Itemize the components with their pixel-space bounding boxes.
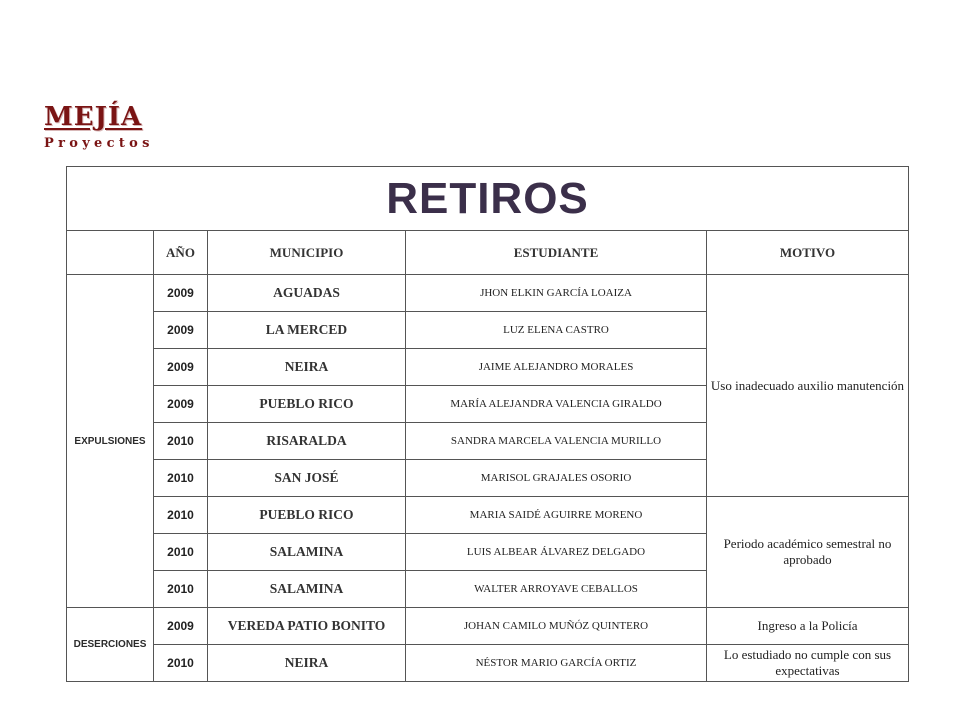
municipality-cell: NEIRA	[208, 349, 406, 386]
table-row	[67, 608, 909, 645]
category-expulsions: EXPULSIONES	[67, 275, 154, 608]
logo-title: MEJÍA	[44, 102, 143, 132]
municipality-cell: VEREDA PATIO BONITO	[208, 608, 406, 645]
reason-cell: Periodo académico semestral no aprobado	[707, 497, 909, 608]
logo-subtitle: Proyectos	[44, 136, 154, 151]
year-cell: 2010	[154, 534, 208, 571]
municipality-cell: LA MERCED	[208, 312, 406, 349]
table-title: RETIROS	[67, 167, 909, 231]
category-desertions: DESERCIONES	[67, 608, 154, 682]
year-cell: 2009	[154, 312, 208, 349]
municipality-cell: PUEBLO RICO	[208, 497, 406, 534]
table-row	[67, 275, 909, 312]
mejia-logo	[44, 102, 164, 152]
student-cell: JAIME ALEJANDRO MORALES	[406, 349, 707, 386]
student-cell: NÉSTOR MARIO GARCÍA ORTIZ	[406, 645, 707, 682]
municipality-cell: PUEBLO RICO	[208, 386, 406, 423]
retiros-table	[66, 166, 909, 682]
student-cell: MARISOL GRAJALES OSORIO	[406, 460, 707, 497]
header-row	[67, 231, 909, 275]
table-row	[67, 645, 909, 682]
header-student: ESTUDIANTE	[406, 231, 707, 275]
reason-cell: Uso inadecuado auxilio manutención	[707, 275, 909, 497]
student-cell: LUIS ALBEAR ÁLVAREZ DELGADO	[406, 534, 707, 571]
student-cell: SANDRA MARCELA VALENCIA MURILLO	[406, 423, 707, 460]
student-cell: JOHAN CAMILO MUÑÓZ QUINTERO	[406, 608, 707, 645]
year-cell: 2009	[154, 349, 208, 386]
student-cell: JHON ELKIN GARCÍA LOAIZA	[406, 275, 707, 312]
municipality-cell: AGUADAS	[208, 275, 406, 312]
reason-cell: Lo estudiado no cumple con sus expectativas	[707, 645, 909, 682]
year-cell: 2009	[154, 386, 208, 423]
year-cell: 2009	[154, 608, 208, 645]
table-row	[67, 497, 909, 534]
student-cell: MARÍA ALEJANDRA VALENCIA GIRALDO	[406, 386, 707, 423]
year-cell: 2010	[154, 497, 208, 534]
municipality-cell: SALAMINA	[208, 534, 406, 571]
municipality-cell: SALAMINA	[208, 571, 406, 608]
header-year: AÑO	[154, 231, 208, 275]
year-cell: 2010	[154, 571, 208, 608]
municipality-cell: SAN JOSÉ	[208, 460, 406, 497]
student-cell: MARIA SAIDÉ AGUIRRE MORENO	[406, 497, 707, 534]
student-cell: WALTER ARROYAVE CEBALLOS	[406, 571, 707, 608]
year-cell: 2009	[154, 275, 208, 312]
municipality-cell: RISARALDA	[208, 423, 406, 460]
student-cell: LUZ ELENA CASTRO	[406, 312, 707, 349]
municipality-cell: NEIRA	[208, 645, 406, 682]
year-cell: 2010	[154, 460, 208, 497]
header-empty	[67, 231, 154, 275]
year-cell: 2010	[154, 645, 208, 682]
header-municipality: MUNICIPIO	[208, 231, 406, 275]
reason-cell: Ingreso a la Policía	[707, 608, 909, 645]
header-reason: MOTIVO	[707, 231, 909, 275]
year-cell: 2010	[154, 423, 208, 460]
